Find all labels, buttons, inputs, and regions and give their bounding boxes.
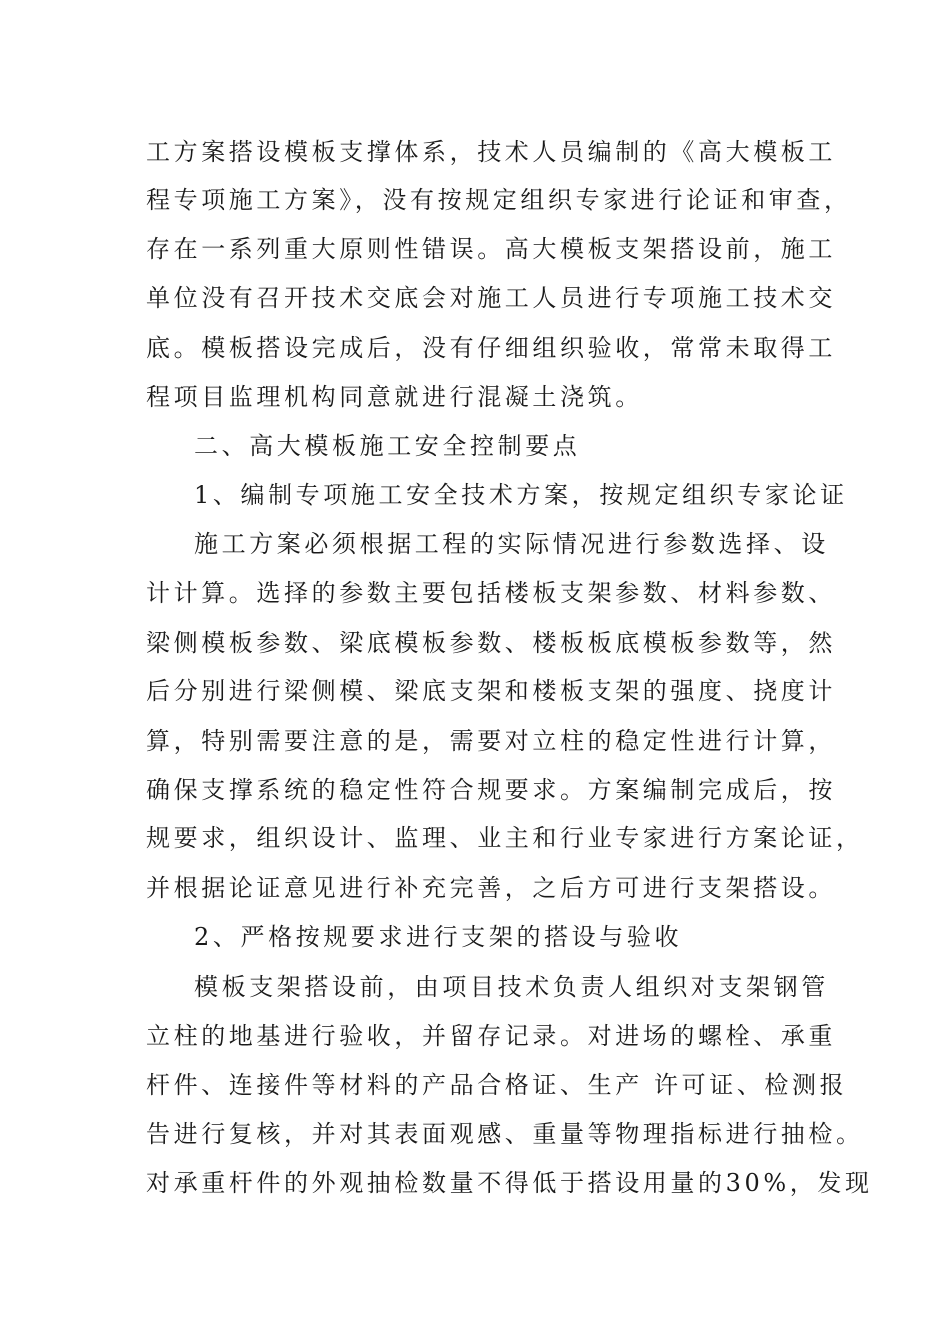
text-line: 立柱的地基进行验收，并留存记录。对进场的螺栓、承重 (146, 1022, 836, 1050)
text-line: 工方案搭设模板支撑体系，技术人员编制的《高大模板工 (146, 138, 836, 166)
text-line: 单位没有召开技术交底会对施工人员进行专项施工技术交 (146, 284, 836, 312)
text-line: 告进行复核，并对其表面观感、重量等物理指标进行抽检。 (146, 1120, 864, 1148)
text-line: 底。模板搭设完成后，没有仔细组织验收，常常未取得工 (146, 334, 836, 362)
text-line: 计计算。选择的参数主要包括楼板支架参数、材料参数、 (146, 579, 836, 607)
text-line: 确保支撑系统的稳定性符合规要求。方案编制完成后，按 (146, 776, 836, 804)
section-heading: 二、高大模板施工安全控制要点 (194, 432, 581, 460)
text-line: 对承重杆件的外观抽检数量不得低于搭设用量的30%，发现 (146, 1169, 873, 1197)
subsection-heading: 2、严格按规要求进行支架的搭设与验收 (194, 923, 683, 951)
text-line: 规要求，组织设计、监理、业主和行业专家进行方案论证， (146, 824, 864, 852)
subsection-heading: 1、编制专项施工安全技术方案，按规定组织专家论证 (194, 481, 848, 509)
text-line: 后分别进行梁侧模、梁底支架和楼板支架的强度、挠度计 (146, 677, 836, 705)
text-line: 杆件、连接件等材料的产品合格证、生产 许可证、检测报 (146, 1071, 848, 1099)
text-line: 程专项施工方案》，没有按规定组织专家进行论证和审查， (146, 186, 852, 214)
text-line: 算，特别需要注意的是，需要对立柱的稳定性进行计算， (146, 727, 836, 755)
text-line: 存在一系列重大原则性错误。高大模板支架搭设前，施工 (146, 235, 836, 263)
text-line: 并根据论证意见进行补充完善，之后方可进行支架搭设。 (146, 874, 836, 902)
paragraph-start: 施工方案必须根据工程的实际情况进行参数选择、设 (194, 530, 829, 558)
paragraph-start: 模板支架搭设前，由项目技术负责人组织对支架钢管 (194, 973, 829, 1001)
text-line: 程项目监理机构同意就进行混凝土浇筑。 (146, 383, 643, 411)
text-line: 梁侧模板参数、梁底模板参数、楼板板底模板参数等，然 (146, 629, 836, 657)
